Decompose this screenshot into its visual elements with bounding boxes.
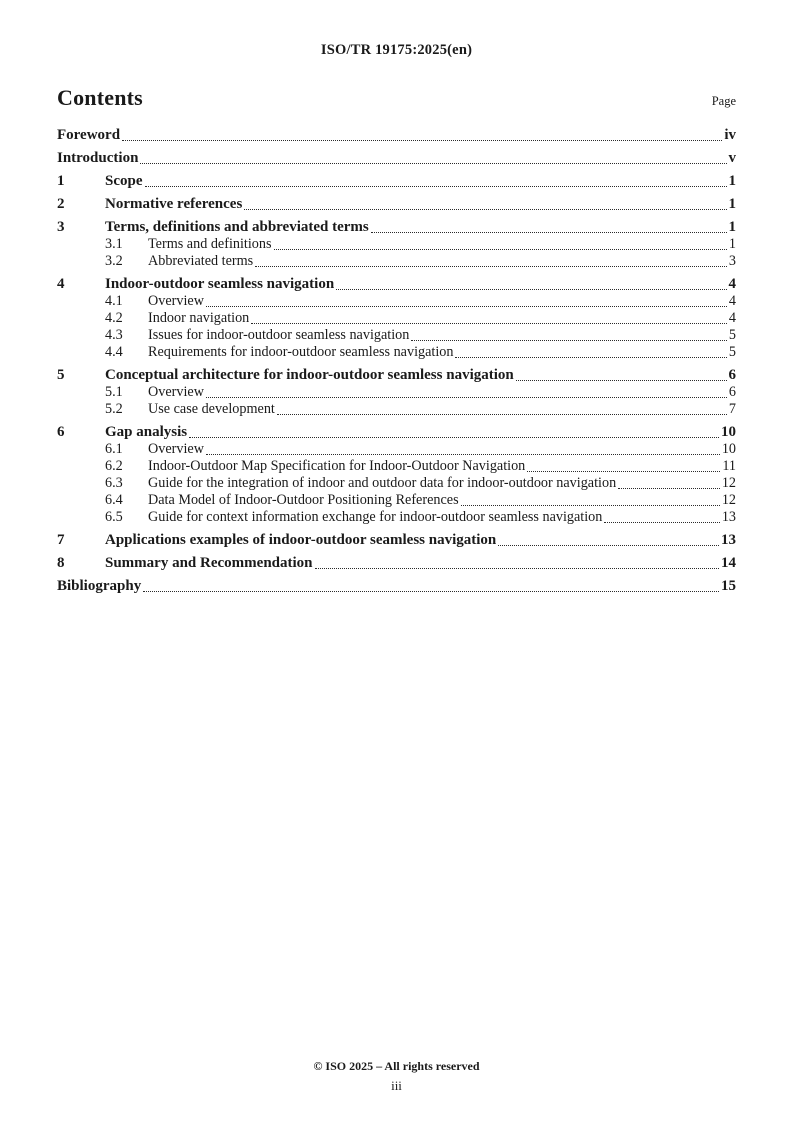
toc-entry-page: 6 xyxy=(728,367,736,383)
toc-entry-number: 3 xyxy=(57,219,65,235)
toc-entry-title: Gap analysis xyxy=(105,424,188,440)
toc-list xyxy=(57,127,736,595)
toc-entry-page: 5 xyxy=(728,344,736,360)
toc-entry-page: v xyxy=(728,150,736,166)
toc-entry[interactable] xyxy=(57,344,736,361)
toc-entry[interactable] xyxy=(57,310,736,327)
toc-entry-page: 7 xyxy=(728,401,736,417)
toc-entry-title: Terms and definitions xyxy=(148,236,272,252)
toc-entry-title: Overview xyxy=(148,293,204,309)
dotted-leader xyxy=(251,323,727,324)
toc-entry[interactable] xyxy=(57,293,736,310)
content-area xyxy=(57,85,736,595)
toc-entry-number: 4.2 xyxy=(105,310,123,326)
toc-entry-page: 4 xyxy=(728,310,736,326)
toc-entry-page: 1 xyxy=(728,236,736,252)
toc-entry-title: Foreword xyxy=(57,127,121,143)
dotted-leader xyxy=(618,488,720,489)
toc-entry[interactable] xyxy=(57,173,736,190)
toc-entry-number: 5 xyxy=(57,367,65,383)
document-footer xyxy=(0,1059,793,1094)
toc-entry-title: Introduction xyxy=(57,150,139,166)
toc-entry-number: 5.1 xyxy=(105,384,123,400)
toc-entry-page: 6 xyxy=(728,384,736,400)
dotted-leader xyxy=(527,471,720,472)
toc-entry-number: 3.2 xyxy=(105,253,123,269)
toc-entry-page: 15 xyxy=(721,578,736,594)
toc-entry[interactable] xyxy=(57,509,736,526)
toc-entry-title: Normative references xyxy=(105,196,243,212)
dotted-leader xyxy=(206,454,720,455)
toc-entry-title: Guide for the integration of indoor and outdoor data for indoor-outdoor navigation xyxy=(148,475,617,491)
toc-entry-number: 6.5 xyxy=(105,509,123,525)
dotted-leader xyxy=(274,249,727,250)
toc-entry-number: 5.2 xyxy=(105,401,123,417)
toc-entry-number: 7 xyxy=(57,532,65,548)
folio-page-number: iii xyxy=(391,1078,402,1093)
dotted-leader xyxy=(498,545,719,546)
copyright-notice: © ISO 2025 – All rights reserved xyxy=(313,1059,480,1073)
dotted-leader xyxy=(371,232,727,233)
toc-entry[interactable] xyxy=(57,253,736,270)
toc-entry-title: Requirements for indoor-outdoor seamless navigation xyxy=(148,344,454,360)
toc-entry[interactable] xyxy=(57,127,736,144)
dotted-leader xyxy=(277,414,727,415)
dotted-leader xyxy=(145,186,727,187)
toc-entry[interactable] xyxy=(57,578,736,595)
toc-entry[interactable] xyxy=(57,441,736,458)
toc-entry-number: 4.3 xyxy=(105,327,123,343)
toc-entry-number: 6.3 xyxy=(105,475,123,491)
toc-entry-page: 1 xyxy=(728,173,736,189)
toc-entry[interactable] xyxy=(57,327,736,344)
document-header: ISO/TR 19175:2025(en) xyxy=(320,42,473,58)
toc-entry[interactable] xyxy=(57,236,736,253)
toc-entry-title: Terms, definitions and abbreviated terms xyxy=(105,219,369,235)
toc-entry-number: 4.1 xyxy=(105,293,123,309)
toc-entry-title: Applications examples of indoor-outdoor seamless navigation xyxy=(105,532,497,548)
toc-entry-number: 4.4 xyxy=(105,344,123,360)
toc-entry-page: 4 xyxy=(728,276,736,292)
dotted-leader xyxy=(315,568,719,569)
toc-entry-title: Indoor-outdoor seamless navigation xyxy=(105,276,335,292)
toc-entry-number: 8 xyxy=(57,555,65,571)
toc-entry-page: 4 xyxy=(728,293,736,309)
toc-entry-page: 10 xyxy=(721,424,736,440)
dotted-leader xyxy=(189,437,719,438)
toc-entry-page: 1 xyxy=(728,196,736,212)
dotted-leader xyxy=(143,591,719,592)
toc-entry-page: 13 xyxy=(721,509,736,525)
dotted-leader xyxy=(140,163,726,164)
toc-entry[interactable] xyxy=(57,555,736,572)
toc-entry-page: iv xyxy=(724,127,736,143)
toc-entry[interactable] xyxy=(57,424,736,441)
toc-entry[interactable] xyxy=(57,532,736,549)
dotted-leader xyxy=(244,209,726,210)
toc-entry-title: Abbreviated terms xyxy=(148,253,254,269)
dotted-leader xyxy=(455,357,726,358)
dotted-leader xyxy=(122,140,722,141)
dotted-leader xyxy=(206,397,727,398)
contents-title: Contents xyxy=(57,85,143,110)
toc-entry-title: Conceptual architecture for indoor-outdoor seamless navigation xyxy=(105,367,514,383)
toc-entry-number: 6.1 xyxy=(105,441,123,457)
page-column-label: Page xyxy=(711,94,736,108)
toc-entry-page: 10 xyxy=(721,441,736,457)
dotted-leader xyxy=(516,380,727,381)
contents-heading-row xyxy=(57,85,736,111)
toc-entry-title: Guide for context information exchange for indoor-outdoor seamless navigation xyxy=(148,509,603,525)
toc-entry[interactable] xyxy=(57,384,736,401)
toc-entry[interactable] xyxy=(57,276,736,293)
toc-entry-number: 4 xyxy=(57,276,65,292)
toc-entry[interactable] xyxy=(57,475,736,492)
dotted-leader xyxy=(206,306,727,307)
toc-entry-title: Indoor-Outdoor Map Specification for Indoor-Outdoor Navigation xyxy=(148,458,526,474)
toc-entry-title: Scope xyxy=(105,173,143,189)
toc-entry[interactable] xyxy=(57,492,736,509)
dotted-leader xyxy=(411,340,727,341)
toc-entry-page: 13 xyxy=(721,532,736,548)
toc-entry-page: 14 xyxy=(721,555,736,571)
toc-entry-page: 12 xyxy=(721,475,736,491)
dotted-leader xyxy=(336,289,726,290)
toc-entry-number: 1 xyxy=(57,173,65,189)
toc-entry-title: Summary and Recommendation xyxy=(105,555,313,571)
toc-entry-number: 6.2 xyxy=(105,458,123,474)
toc-entry[interactable] xyxy=(57,150,736,167)
toc-entry-title: Data Model of Indoor-Outdoor Positioning References xyxy=(148,492,459,508)
dotted-leader xyxy=(461,505,720,506)
toc-entry-page: 5 xyxy=(728,327,736,343)
toc-entry-title: Issues for indoor-outdoor seamless navigation xyxy=(148,327,410,343)
toc-entry[interactable] xyxy=(57,458,736,475)
toc-entry-page: 3 xyxy=(728,253,736,269)
toc-entry-number: 2 xyxy=(57,196,65,212)
toc-entry[interactable] xyxy=(57,196,736,213)
toc-entry-page: 1 xyxy=(728,219,736,235)
toc-entry-number: 6.4 xyxy=(105,492,123,508)
toc-entry[interactable] xyxy=(57,219,736,236)
toc-entry[interactable] xyxy=(57,367,736,384)
toc-entry-page: 11 xyxy=(722,458,736,474)
toc-entry-number: 6 xyxy=(57,424,65,440)
toc-entry-number: 3.1 xyxy=(105,236,123,252)
toc-entry[interactable] xyxy=(57,401,736,418)
toc-entry-title: Use case development xyxy=(148,401,275,417)
toc-entry-title: Bibliography xyxy=(57,578,142,594)
toc-entry-title: Overview xyxy=(148,384,204,400)
dotted-leader xyxy=(604,522,719,523)
toc-entry-title: Indoor navigation xyxy=(148,310,250,326)
toc-entry-title: Overview xyxy=(148,441,204,457)
dotted-leader xyxy=(255,266,727,267)
toc-entry-page: 12 xyxy=(721,492,736,508)
